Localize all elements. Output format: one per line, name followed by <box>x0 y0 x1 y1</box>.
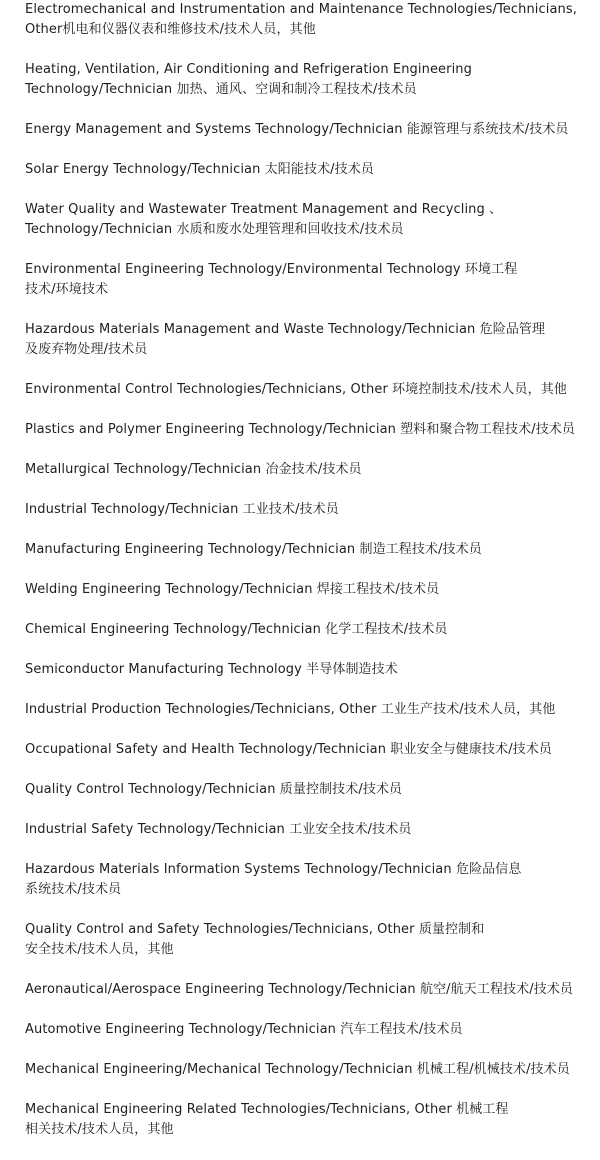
program-entry-line: Mechanical Engineering/Mechanical Technology/Technician 机械工程/机械技术/技术员 <box>25 1062 570 1077</box>
program-entry-line: Water Quality and Wastewater Treatment Management and Recycling 、 <box>25 202 503 217</box>
program-entry-line: Quality Control and Safety Technologies/Technicians, Other 质量控制和 <box>25 922 485 937</box>
program-entry <box>25 860 585 900</box>
program-entry-line: Industrial Technology/Technician 工业技术/技术员 <box>25 502 339 517</box>
program-entry <box>25 1060 585 1080</box>
program-entry-line: Solar Energy Technology/Technician 太阳能技术/技术员 <box>25 162 374 177</box>
program-entry <box>25 620 585 640</box>
program-entry-line: Mechanical Engineering Related Technologies/Technicians, Other 机械工程 <box>25 1102 509 1117</box>
program-entry-line: Plastics and Polymer Engineering Technology/Technician 塑料和聚合物工程技术/技术员 <box>25 422 575 437</box>
program-entry <box>25 1020 585 1040</box>
program-entry <box>25 660 585 680</box>
program-entry <box>25 1100 585 1140</box>
program-entry <box>25 740 585 760</box>
program-entry-line: Manufacturing Engineering Technology/Technician 制造工程技术/技术员 <box>25 542 482 557</box>
program-entry-line: Welding Engineering Technology/Technician 焊接工程技术/技术员 <box>25 582 440 597</box>
program-entry <box>25 260 585 300</box>
program-entry-line: 相关技术/技术人员，其他 <box>25 1122 174 1137</box>
program-entry-line: Technology/Technician 水质和废水处理管理和回收技术/技术员 <box>25 222 404 237</box>
program-entry-line: Hazardous Materials Information Systems Technology/Technician 危险品信息 <box>25 862 522 877</box>
program-entry-line: Technology/Technician 加热、通风、空调和制冷工程技术/技术员 <box>25 82 417 97</box>
program-entry <box>25 60 585 100</box>
program-entry-line: Other机电和仪器仪表和维修技术/技术人员，其他 <box>25 22 316 37</box>
program-entry-line: Environmental Engineering Technology/Environmental Technology 环境工程 <box>25 262 518 277</box>
program-entry-line: Automotive Engineering Technology/Technician 汽车工程技术/技术员 <box>25 1022 463 1037</box>
program-entry <box>25 500 585 520</box>
program-entry <box>25 0 585 40</box>
program-entry-line: Heating, Ventilation, Air Conditioning and Refrigeration Engineering <box>25 62 472 77</box>
program-entry <box>25 200 585 240</box>
program-entry-line: Aeronautical/Aerospace Engineering Technology/Technician 航空/航天工程技术/技术员 <box>25 982 574 997</box>
program-entry-line: Semiconductor Manufacturing Technology 半导体制造技术 <box>25 662 398 677</box>
program-entry <box>25 780 585 800</box>
program-entry-line: Industrial Production Technologies/Technicians, Other 工业生产技术/技术人员，其他 <box>25 702 556 717</box>
program-entry <box>25 920 585 960</box>
program-entry <box>25 980 585 1000</box>
program-list <box>25 0 585 1160</box>
program-entry-line: 系统技术/技术员 <box>25 882 122 897</box>
program-entry <box>25 380 585 400</box>
program-entry-line: Energy Management and Systems Technology/Technician 能源管理与系统技术/技术员 <box>25 122 569 137</box>
program-entry-line: 安全技术/技术人员，其他 <box>25 942 174 957</box>
program-entry-line: Quality Control Technology/Technician 质量控制技术/技术员 <box>25 782 403 797</box>
program-entry <box>25 460 585 480</box>
program-entry-line: Industrial Safety Technology/Technician 工业安全技术/技术员 <box>25 822 412 837</box>
program-entry-line: Occupational Safety and Health Technology/Technician 职业安全与健康技术/技术员 <box>25 742 552 757</box>
program-entry <box>25 420 585 440</box>
program-entry <box>25 120 585 140</box>
program-entry <box>25 820 585 840</box>
program-entry-line: Electromechanical and Instrumentation and Maintenance Technologies/Technicians, <box>25 2 577 17</box>
program-entry <box>25 700 585 720</box>
program-entry-line: 技术/环境技术 <box>25 282 109 297</box>
program-entry <box>25 320 585 360</box>
program-entry-line: Hazardous Materials Management and Waste Technology/Technician 危险品管理 <box>25 322 546 337</box>
program-entry <box>25 540 585 560</box>
program-entry-line: Metallurgical Technology/Technician 冶金技术/技术员 <box>25 462 362 477</box>
program-entry-line: 及废弃物处理/技术员 <box>25 342 148 357</box>
program-entry <box>25 580 585 600</box>
program-entry-line: Chemical Engineering Technology/Technician 化学工程技术/技术员 <box>25 622 448 637</box>
program-entry-line: Environmental Control Technologies/Technicians, Other 环境控制技术/技术人员，其他 <box>25 382 567 397</box>
program-entry <box>25 160 585 180</box>
